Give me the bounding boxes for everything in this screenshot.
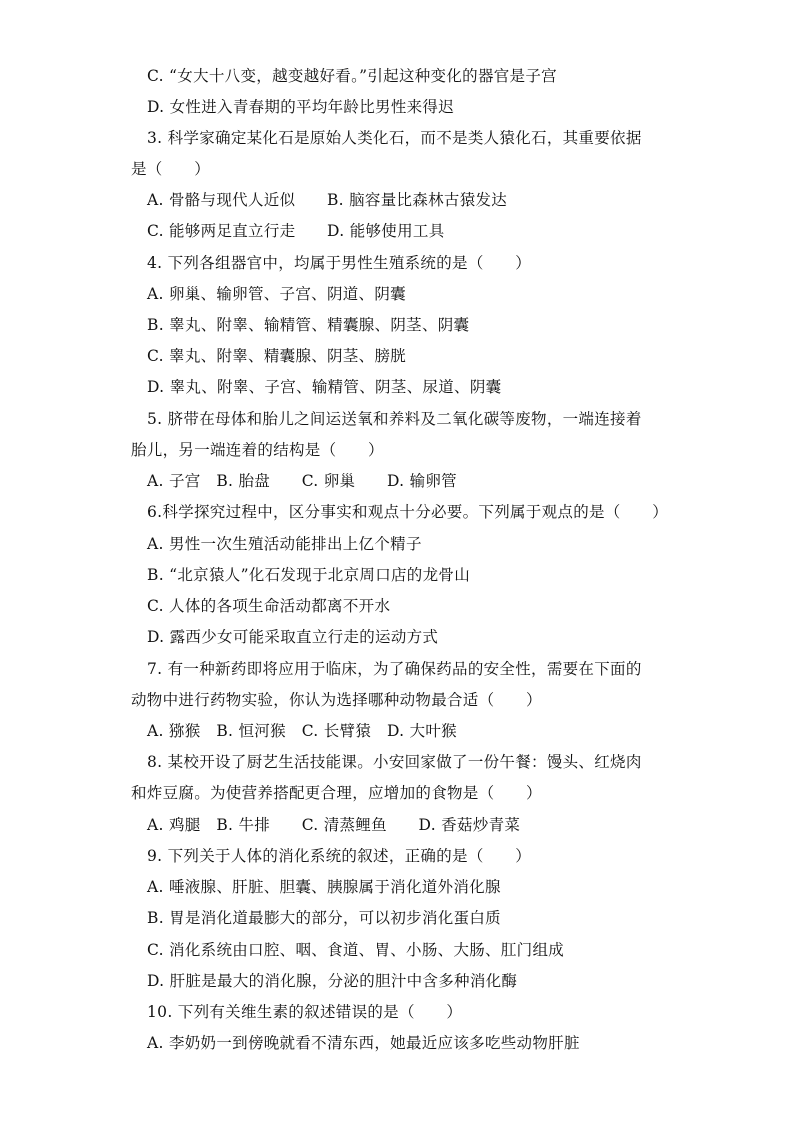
option-d-q6: D. 露西少女可能采取直立行走的运动方式 (147, 628, 439, 646)
option-c-q2: C. “女大十八变，越变越好看。”引起这种变化的器官是子宫 (147, 67, 557, 85)
option-a-q6: A. 男性一次生殖活动能排出上亿个精子 (147, 535, 422, 553)
options-cd-q3: C. 能够两足直立行走 D. 能够使用工具 (147, 222, 445, 240)
option-a-q9: A. 唾液腺、肝脏、胆囊、胰腺属于消化道外消化腺 (147, 878, 501, 896)
options-ab-q3: A. 骨骼与现代人近似 B. 脑容量比森林古猿发达 (147, 191, 508, 209)
question-10: 10. 下列有关维生素的叙述错误的是（ ） (147, 1003, 463, 1021)
question-3: 3. 科学家确定某化石是原始人类化石，而不是类人猿化石，其重要依据 (147, 129, 642, 147)
question-5: 5. 脐带在母体和胎儿之间运送氧和养料及二氧化碳等废物，一端连接着 (147, 410, 642, 428)
question-8-continued: 和炸豆腐。为使营养搭配更合理，应增加的食物是（ ） (131, 784, 542, 802)
question-7: 7. 有一种新药即将应用于临床，为了确保药品的安全性，需要在下面的 (147, 660, 642, 678)
question-5-continued: 胎儿，另一端连着的结构是（ ） (131, 441, 384, 459)
option-b-q6: B. “北京猿人”化石发现于北京周口店的龙骨山 (147, 566, 470, 584)
option-c-q4: C. 睾丸、附睾、精囊腺、阴茎、膀胱 (147, 347, 407, 365)
option-d-q2: D. 女性进入青春期的平均年龄比男性来得迟 (147, 98, 455, 116)
option-b-q4: B. 睾丸、附睾、输精管、精囊腺、阴茎、阴囊 (147, 316, 470, 334)
option-a-q10: A. 李奶奶一到傍晚就看不清东西，她最近应该多吃些动物肝脏 (147, 1034, 580, 1052)
option-c-q6: C. 人体的各项生命活动都离不开水 (147, 597, 391, 615)
option-a-q4: A. 卵巢、输卵管、子宫、阴道、阴囊 (147, 285, 406, 303)
question-8: 8. 某校开设了厨艺生活技能课。小安回家做了一份午餐：馒头、红烧肉 (147, 753, 642, 771)
question-6: 6.科学探究过程中，区分事实和观点十分必要。下列属于观点的是（ ） (147, 503, 668, 521)
question-3-continued: 是（ ） (131, 160, 211, 178)
options-q5: A. 子宫 B. 胎盘 C. 卵巢 D. 输卵管 (147, 472, 457, 490)
option-d-q4: D. 睾丸、附睾、子宫、输精管、阴茎、尿道、阴囊 (147, 378, 502, 396)
question-9: 9. 下列关于人体的消化系统的叙述，正确的是（ ） (147, 847, 532, 865)
question-7-continued: 动物中进行药物实验，你认为选择哪种动物最合适（ ） (131, 691, 542, 709)
option-c-q9: C. 消化系统由口腔、咽、食道、胃、小肠、大肠、肛门组成 (147, 941, 565, 959)
options-q7: A. 猕猴 B. 恒河猴 C. 长臂猿 D. 大叶猴 (147, 722, 457, 740)
option-b-q9: B. 胃是消化道最膨大的部分，可以初步消化蛋白质 (147, 909, 501, 927)
question-4: 4. 下列各组器官中，均属于男性生殖系统的是（ ） (147, 254, 532, 272)
option-d-q9: D. 肝脏是最大的消化腺，分泌的胆汁中含多种消化酶 (147, 972, 518, 990)
options-q8: A. 鸡腿 B. 牛排 C. 清蒸鲤鱼 D. 香菇炒青菜 (147, 816, 521, 834)
